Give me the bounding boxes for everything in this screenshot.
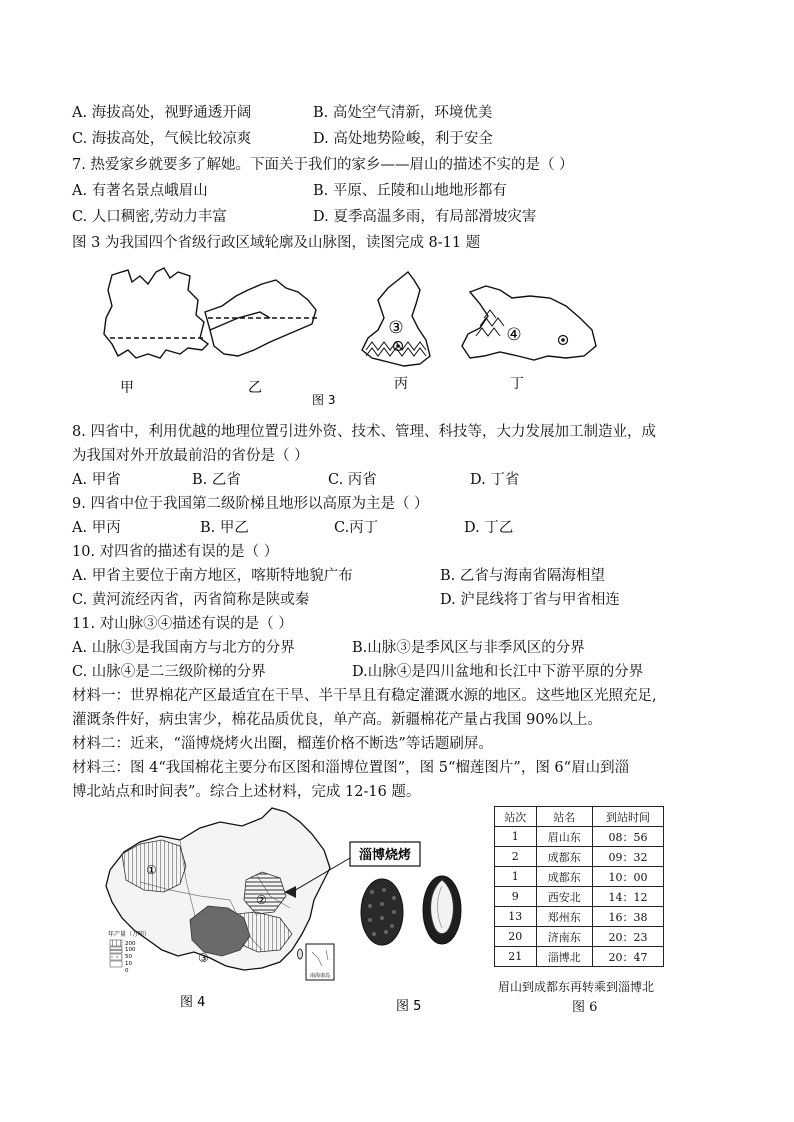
figure-4-caption: 图 4 bbox=[180, 995, 206, 1010]
material-1-line2: 灌溉条件好，病虫害少，棉花品质优良，单产高。新疆棉花产量占我国 90%以上。 bbox=[72, 712, 602, 728]
legend-value-0: 0 bbox=[125, 968, 129, 974]
legend-title: 年产量（万吨） bbox=[108, 931, 151, 938]
legend-value-10: 10 bbox=[125, 961, 132, 967]
figure-3-caption: 图 3 bbox=[312, 393, 336, 407]
province-label-ding: 丁 bbox=[510, 376, 524, 392]
arrival-time: 16：38 bbox=[592, 907, 663, 927]
q6-option-d: D. 高处地势险峻，利于安全 bbox=[313, 131, 493, 147]
q10-option-d: D. 沪昆线将丁省与甲省相连 bbox=[440, 592, 620, 608]
q10-option-b: B. 乙省与海南省隔海相望 bbox=[440, 568, 605, 584]
material-3-line1: 材料三：图 4“我国棉花主要分布区图和淄博位置图”，图 5“榴莲图片”，图 6“眉山到淄 bbox=[72, 760, 630, 776]
q11-option-a: A. 山脉③是我国南方与北方的分界 bbox=[72, 640, 295, 656]
q7-option-b: B. 平原、丘陵和山地地形都有 bbox=[313, 183, 507, 199]
q9-option-b: B. 甲乙 bbox=[200, 520, 249, 536]
station-no: 13 bbox=[495, 907, 537, 927]
arrival-time: 20：47 bbox=[592, 947, 663, 967]
province-label-bing: 丙 bbox=[394, 376, 408, 392]
q10-stem: 10. 对四省的描述有误的是（ ） bbox=[72, 544, 279, 560]
table-row bbox=[495, 887, 664, 907]
durian-cut-image bbox=[423, 876, 461, 944]
table-row bbox=[495, 847, 664, 867]
table-header-row bbox=[495, 807, 664, 827]
header-station-name: 站名 bbox=[536, 807, 592, 827]
station-name: 郑州东 bbox=[536, 907, 592, 927]
q9-stem: 9. 四省中位于我国第二级阶梯且地形以高原为主是（ ） bbox=[72, 496, 429, 512]
station-no: 20 bbox=[495, 927, 537, 947]
arrival-time: 14：12 bbox=[592, 887, 663, 907]
material-2: 材料二：近来，“淄博烧烤火出圈，榴莲价格不断迭”等话题刷屏。 bbox=[72, 736, 493, 752]
q8-option-a: A. 甲省 bbox=[72, 472, 121, 488]
q11-option-d: D.山脉④是四川盆地和长江中下游平原的分界 bbox=[352, 664, 644, 680]
station-name: 西安北 bbox=[536, 887, 592, 907]
figure-6-caption: 图 6 bbox=[572, 1000, 598, 1015]
arrival-time: 20：23 bbox=[592, 927, 663, 947]
station-no: 2 bbox=[495, 847, 537, 867]
arrival-time: 10：00 bbox=[592, 867, 663, 887]
material-1-line1: 材料一：世界棉花产区最适宜在干旱、半干旱且有稳定灌溉水源的地区。这些地区光照充足, bbox=[72, 688, 657, 704]
q7-stem: 7. 热爱家乡就要多了解她。下面关于我们的家乡——眉山的描述不实的是（ ） bbox=[72, 157, 574, 173]
figure-6-note: 眉山到成都东再转乘到淄博北 bbox=[498, 980, 655, 994]
fig3-intro: 图 3 为我国四个省级行政区域轮廓及山脉图，读图完成 8-11 题 bbox=[72, 235, 481, 251]
legend-value-100: 100 bbox=[125, 947, 136, 953]
region-label-2: ② bbox=[256, 893, 267, 907]
q7-option-c: C. 人口稠密,劳动力丰富 bbox=[72, 209, 227, 225]
station-name: 淄博北 bbox=[536, 947, 592, 967]
arrival-time: 08：56 bbox=[592, 827, 663, 847]
q7-option-d: D. 夏季高温多雨，有局部滑坡灾害 bbox=[313, 209, 537, 225]
mountain-3-label: ③ bbox=[388, 318, 404, 338]
station-name: 眉山东 bbox=[536, 827, 592, 847]
q10-option-c: C. 黄河流经丙省，丙省简称是陕或秦 bbox=[72, 592, 310, 608]
table-row bbox=[495, 947, 664, 967]
header-station-no: 站次 bbox=[495, 807, 537, 827]
q10-option-a: A. 甲省主要位于南方地区，喀斯特地貌广布 bbox=[72, 568, 353, 584]
durian-whole-image bbox=[361, 879, 403, 945]
q8-stem-line2: 为我国对外开放最前沿的省份是（ ） bbox=[72, 448, 309, 464]
q11-stem: 11. 对山脉③④描述有误的是（ ） bbox=[72, 616, 293, 632]
station-no: 9 bbox=[495, 887, 537, 907]
header-arrival-time: 到站时间 bbox=[592, 807, 663, 827]
station-name: 成都东 bbox=[536, 847, 592, 867]
q9-option-d: D. 丁乙 bbox=[464, 520, 514, 536]
q6-option-a: A. 海拔高处，视野通透开阔 bbox=[72, 105, 252, 121]
q8-stem-line1: 8. 四省中，利用优越的地理位置引进外资、技术、管理、科技等，大力发展加工制造业，成 bbox=[72, 424, 656, 440]
region-label-1: ① bbox=[146, 863, 157, 877]
province-label-jia: 甲 bbox=[120, 380, 134, 396]
mountain-4-label: ④ bbox=[506, 325, 522, 345]
q8-option-d: D. 丁省 bbox=[470, 472, 520, 488]
q9-option-a: A. 甲丙 bbox=[72, 520, 121, 536]
station-name: 济南东 bbox=[536, 927, 592, 947]
q11-option-c: C. 山脉④是二三级阶梯的分界 bbox=[72, 664, 266, 680]
table-row bbox=[495, 827, 664, 847]
q11-option-b: B.山脉③是季风区与非季风区的分界 bbox=[352, 640, 585, 656]
material-3-line2: 博北站点和时间表”。综合上述材料，完成 12-16 题。 bbox=[72, 784, 421, 800]
q8-option-b: B. 乙省 bbox=[192, 472, 241, 488]
q7-option-a: A. 有著名景点峨眉山 bbox=[72, 183, 208, 199]
q6-option-c: C. 海拔高处，气候比较凉爽 bbox=[72, 131, 252, 147]
station-no: 21 bbox=[495, 947, 537, 967]
station-no: 1 bbox=[495, 827, 537, 847]
legend-value-50: 50 bbox=[125, 954, 132, 960]
q9-option-c: C.丙丁 bbox=[334, 520, 379, 536]
legend-value-200: 200 bbox=[125, 941, 136, 947]
table-row bbox=[495, 907, 664, 927]
station-no: 1 bbox=[495, 867, 537, 887]
table-row bbox=[495, 867, 664, 887]
inset-label: 南海诸岛 bbox=[309, 973, 331, 979]
table-row bbox=[495, 927, 664, 947]
q6-option-b: B. 高处空气清新，环境优美 bbox=[313, 105, 493, 121]
q8-option-c: C. 丙省 bbox=[328, 472, 377, 488]
arrival-time: 09：32 bbox=[592, 847, 663, 867]
figure-5-caption: 图 5 bbox=[396, 999, 422, 1014]
province-label-yi: 乙 bbox=[248, 380, 262, 396]
station-time-table bbox=[494, 806, 664, 967]
region-label-3: ③ bbox=[198, 951, 209, 965]
station-name: 成都东 bbox=[536, 867, 592, 887]
zibo-callout-text: 淄博烧烤 bbox=[358, 848, 412, 863]
